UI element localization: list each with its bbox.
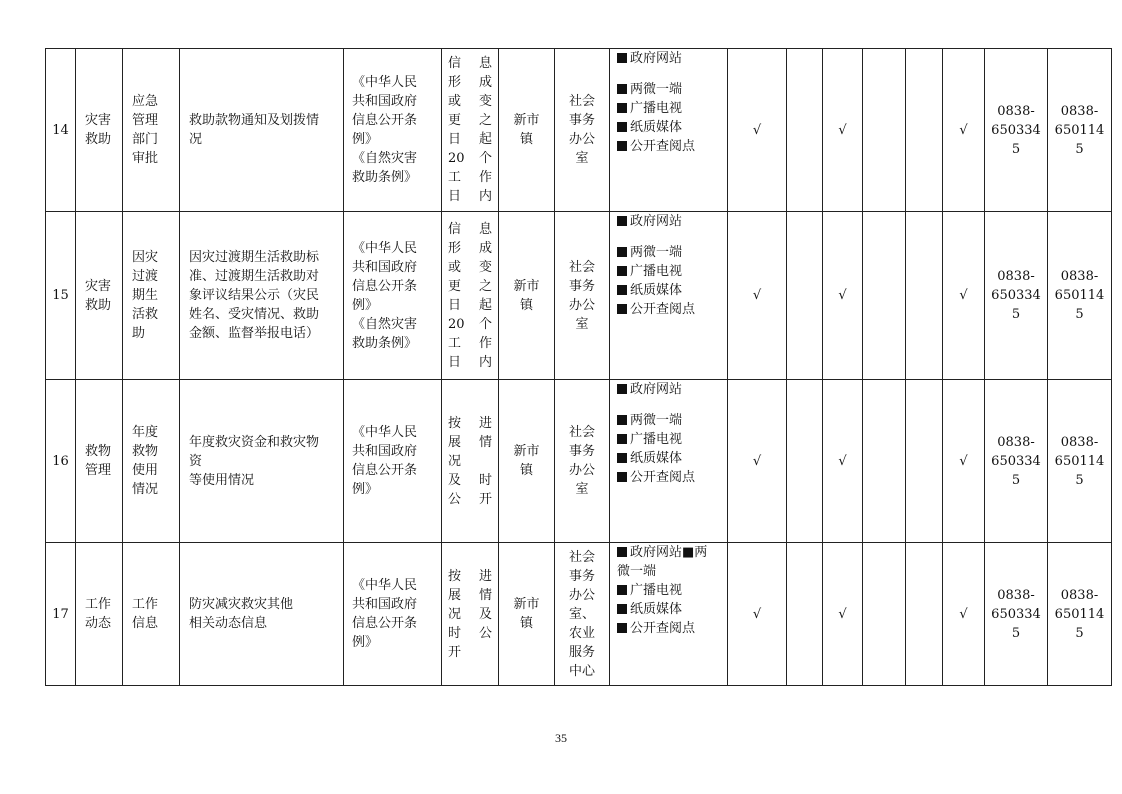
checkbox-filled-icon <box>617 122 627 132</box>
dept-cell-line: 社会 <box>568 425 595 440</box>
phone-cell-line: 0838- <box>997 103 1035 119</box>
table-row <box>46 380 1112 543</box>
basis-cell-line: 例》 <box>352 482 379 497</box>
channel-item <box>617 380 727 399</box>
check-cell <box>863 380 906 543</box>
content-cell-line: 象评议结果公示（灾民 <box>189 288 320 303</box>
check-cell <box>863 49 906 212</box>
time-limit-cell-line: 或 变 <box>448 94 492 109</box>
subcategory-cell-line: 助 <box>132 326 146 341</box>
row-number: 17 <box>46 543 76 686</box>
channel-item <box>617 430 727 449</box>
time-limit-cell-line: 及时 <box>448 472 492 488</box>
subcategory-cell-line: 应急 <box>132 94 159 109</box>
dept-cell <box>555 49 610 212</box>
time-limit-cell-line: 工 作 <box>448 335 492 351</box>
basis-cell-line: 信息公开条 <box>352 616 418 631</box>
dept-cell-line: 中心 <box>568 663 595 679</box>
dept-cell-line: 办公 <box>568 463 595 478</box>
check-cell <box>906 380 943 543</box>
subcategory-cell-line: 年度 <box>132 425 159 440</box>
channel-item <box>617 49 727 68</box>
subcategory-cell-line: 使用 <box>132 463 159 478</box>
channels-cell <box>610 380 728 543</box>
dept-cell-line: 社会 <box>568 549 595 565</box>
category-cell <box>76 49 123 212</box>
subject-cell <box>499 49 555 212</box>
phone-cell-line: 5 <box>1075 141 1084 157</box>
channel-label: 政府网站 <box>630 382 683 397</box>
subcategory-cell-line: 管理 <box>132 113 159 128</box>
check-cell <box>906 49 943 212</box>
category-cell <box>76 212 123 380</box>
basis-cell-line: 例》 <box>352 297 379 313</box>
phone-cell-line: 650334 <box>991 122 1041 138</box>
subject-cell-line: 镇 <box>519 132 533 147</box>
phone-cell <box>1048 380 1112 543</box>
channel-label: 公开查阅点 <box>630 139 696 154</box>
time-limit-cell-line: 工 作 <box>448 170 492 185</box>
category-cell-line: 灾害 <box>85 278 112 294</box>
check-cell: √ <box>943 49 985 212</box>
content-cell-line: 况 <box>189 132 203 147</box>
basis-cell-line: 《自然灾害 <box>352 316 418 332</box>
subcategory-cell-line: 期生 <box>132 288 159 303</box>
content-cell-line: 姓名、受灾情况、救助 <box>189 307 320 322</box>
channel-label: 公开查阅点 <box>630 302 696 317</box>
time-limit-cell <box>442 543 499 686</box>
table-row <box>46 543 1112 686</box>
subcategory-cell-line: 工作 <box>132 597 159 612</box>
check-cell <box>787 380 823 543</box>
dept-cell-line: 办公 <box>568 587 595 603</box>
phone-cell-line: 5 <box>1075 625 1084 641</box>
channels-cell <box>610 49 728 212</box>
checkbox-filled-icon <box>617 434 627 444</box>
phone-cell <box>1048 543 1112 686</box>
time-limit-cell-line: 形 成 <box>448 240 492 256</box>
channel-label: 公开查阅点 <box>630 621 696 636</box>
content-cell-line: 准、过渡期生活救助对 <box>189 269 320 284</box>
disclosure-table <box>45 48 1112 686</box>
phone-cell-line: 0838- <box>1060 587 1099 603</box>
channel-item <box>617 543 727 562</box>
subject-cell-line: 新市 <box>513 278 540 294</box>
phone-cell-line: 650334 <box>991 606 1041 622</box>
time-limit-cell-line: 日 起 <box>448 132 492 147</box>
channels-cell <box>610 212 728 380</box>
channel-item <box>617 281 727 300</box>
channel-item <box>617 562 727 581</box>
time-limit-cell <box>442 212 499 380</box>
phone-cell-line: 650334 <box>991 288 1041 303</box>
checkbox-filled-icon <box>617 547 627 557</box>
check-cell <box>787 49 823 212</box>
channel-label: 政府网站 <box>630 214 683 229</box>
time-limit-cell-line: 日内 <box>448 354 492 370</box>
category-cell-line: 管理 <box>85 463 112 478</box>
channel-label: 广播电视 <box>630 264 683 279</box>
check-cell: √ <box>728 380 787 543</box>
category-cell-line: 救物 <box>85 444 112 459</box>
channel-label: 微一端 <box>617 564 657 579</box>
row-number: 14 <box>46 49 76 212</box>
basis-cell-line: 救助条例》 <box>352 170 418 185</box>
time-limit-cell-line: 日内 <box>448 189 492 204</box>
phone-cell-line: 650114 <box>1054 606 1105 622</box>
phone-cell <box>985 380 1048 543</box>
check-cell <box>787 543 823 686</box>
content-cell <box>180 380 344 543</box>
category-cell-line: 动态 <box>85 616 112 631</box>
subcategory-cell-line: 过渡 <box>132 269 159 284</box>
channel-item <box>617 80 727 99</box>
basis-cell-line: 信息公开条 <box>352 463 418 478</box>
subcategory-cell <box>123 49 180 212</box>
check-cell <box>863 543 906 686</box>
checkbox-filled-icon <box>617 585 627 595</box>
checkbox-filled-icon <box>617 247 627 257</box>
check-cell <box>787 212 823 380</box>
content-cell-line: 相关动态信息 <box>189 616 268 631</box>
basis-cell-line: 共和国政府 <box>352 259 418 275</box>
checkbox-filled-icon <box>617 453 627 463</box>
category-cell <box>76 543 123 686</box>
phone-cell-line: 5 <box>1011 625 1021 641</box>
phone-cell-line: 5 <box>1011 307 1021 322</box>
time-limit-cell-line: 20 个 <box>448 316 492 332</box>
channels-cell <box>610 543 728 686</box>
phone-cell <box>985 212 1048 380</box>
phone-cell <box>1048 49 1112 212</box>
channel-item <box>617 619 727 638</box>
channel-label: 政府网站 <box>630 51 683 66</box>
time-limit-cell-line: 况 <box>448 453 462 469</box>
checkbox-filled-icon <box>617 604 627 614</box>
channel-item <box>617 262 727 281</box>
check-cell: √ <box>823 543 863 686</box>
checkbox-filled-icon <box>617 384 627 394</box>
channel-label: 纸质媒体 <box>630 602 683 617</box>
subcategory-cell <box>123 543 180 686</box>
check-cell: √ <box>728 49 787 212</box>
time-limit-cell-line: 信 息 <box>448 221 492 237</box>
basis-cell <box>344 49 442 212</box>
time-limit-cell-line: 20 个 <box>448 151 492 166</box>
checkbox-filled-icon <box>617 103 627 113</box>
basis-cell-line: 例》 <box>352 635 379 650</box>
channel-label: 两微一端 <box>630 245 683 260</box>
basis-cell-line: 共和国政府 <box>352 94 418 109</box>
phone-cell-line: 0838- <box>1060 103 1099 119</box>
phone-cell-line: 650114 <box>1054 288 1105 303</box>
category-cell-line: 救助 <box>85 297 112 313</box>
channel-label: 两微一端 <box>630 413 683 428</box>
channel-label: 政府网站■两 <box>630 545 708 560</box>
content-cell <box>180 212 344 380</box>
subject-cell-line: 镇 <box>519 616 533 631</box>
channel-item <box>617 99 727 118</box>
phone-cell-line: 0838- <box>1060 434 1099 450</box>
check-cell: √ <box>943 543 985 686</box>
channel-label: 纸质媒体 <box>630 120 683 135</box>
phone-cell-line: 650114 <box>1054 453 1105 469</box>
time-limit-cell-line: 日 起 <box>448 297 492 313</box>
channel-label: 广播电视 <box>630 432 683 447</box>
checkbox-filled-icon <box>617 216 627 226</box>
dept-cell-line: 服务 <box>568 644 595 660</box>
basis-cell-line: 《中华人民 <box>352 425 418 440</box>
channel-item <box>617 581 727 600</box>
check-cell: √ <box>823 380 863 543</box>
check-cell: √ <box>823 49 863 212</box>
phone-cell-line: 650114 <box>1054 122 1105 138</box>
channel-label: 纸质媒体 <box>630 283 683 298</box>
phone-cell-line: 0838- <box>997 434 1035 450</box>
time-limit-cell-line: 信 息 <box>448 56 492 71</box>
content-cell <box>180 49 344 212</box>
subcategory-cell-line: 情况 <box>132 482 159 497</box>
basis-cell-line: 《中华人民 <box>352 75 418 90</box>
checkbox-filled-icon <box>617 415 627 425</box>
basis-cell-line: 共和国政府 <box>352 444 418 459</box>
basis-cell <box>344 212 442 380</box>
dept-cell-line: 事务 <box>568 568 595 584</box>
channel-item <box>617 600 727 619</box>
basis-cell-line: 《自然灾害 <box>352 151 418 166</box>
basis-cell-line: 《中华人民 <box>352 578 418 593</box>
phone-cell-line: 5 <box>1075 472 1084 488</box>
subcategory-cell <box>123 380 180 543</box>
time-limit-cell-line: 或 变 <box>448 259 492 275</box>
content-cell-line: 年度救灾资金和救灾物 <box>189 434 320 450</box>
channel-label: 广播电视 <box>630 101 683 116</box>
check-cell: √ <box>728 212 787 380</box>
time-limit-cell-line: 更 之 <box>448 113 492 128</box>
time-limit-cell-line: 况及 <box>448 606 492 622</box>
category-cell-line: 救助 <box>85 132 112 147</box>
check-cell <box>863 212 906 380</box>
checkbox-filled-icon <box>617 266 627 276</box>
dept-cell-line: 农业 <box>568 625 595 641</box>
channel-item <box>617 118 727 137</box>
channel-item <box>617 137 727 156</box>
subcategory-cell <box>123 212 180 380</box>
dept-cell <box>555 543 610 686</box>
phone-cell-line: 0838- <box>1060 269 1099 284</box>
subcategory-cell-line: 部门 <box>132 132 159 147</box>
time-limit-cell <box>442 380 499 543</box>
dept-cell-line: 社会 <box>568 94 595 109</box>
subject-cell-line: 新市 <box>513 444 540 459</box>
time-limit-cell-line: 更 之 <box>448 278 492 294</box>
dept-cell-line: 社会 <box>568 259 595 275</box>
dept-cell-line: 事务 <box>568 278 595 294</box>
basis-cell-line: 信息公开条 <box>352 278 418 294</box>
row-number: 16 <box>46 380 76 543</box>
time-limit-cell-line: 时公 <box>448 625 492 641</box>
time-limit-cell-line: 形 成 <box>448 75 492 90</box>
subject-cell <box>499 380 555 543</box>
subcategory-cell-line: 活救 <box>132 307 159 322</box>
basis-cell-line: 信息公开条 <box>352 113 418 128</box>
subject-cell <box>499 543 555 686</box>
checkbox-filled-icon <box>617 285 627 295</box>
time-limit-cell-line: 开 <box>448 644 462 660</box>
subcategory-cell-line: 审批 <box>132 151 159 166</box>
basis-cell-line: 《中华人民 <box>352 240 418 256</box>
subject-cell-line: 镇 <box>519 463 533 478</box>
channel-item <box>617 468 727 487</box>
phone-cell <box>985 49 1048 212</box>
page-number: 35 <box>555 731 567 745</box>
category-cell <box>76 380 123 543</box>
check-cell: √ <box>943 380 985 543</box>
channel-item <box>617 411 727 430</box>
category-cell-line: 灾害 <box>85 113 112 128</box>
check-cell <box>906 543 943 686</box>
channel-item <box>617 300 727 319</box>
row-number: 15 <box>46 212 76 380</box>
subcategory-cell-line: 救物 <box>132 444 159 459</box>
phone-cell-line: 5 <box>1011 141 1021 157</box>
time-limit-cell-line: 展情 <box>448 434 492 450</box>
content-cell-line: 金额、监督举报电话） <box>189 326 320 341</box>
basis-cell <box>344 543 442 686</box>
subject-cell <box>499 212 555 380</box>
subcategory-cell-line: 信息 <box>132 616 159 631</box>
basis-cell-line: 救助条例》 <box>352 335 418 351</box>
subject-cell-line: 新市 <box>513 113 540 128</box>
content-cell <box>180 543 344 686</box>
checkbox-filled-icon <box>617 141 627 151</box>
time-limit-cell-line: 展情 <box>448 587 492 603</box>
phone-cell <box>1048 212 1112 380</box>
table-row <box>46 212 1112 380</box>
dept-cell-line: 室、 <box>568 606 595 622</box>
dept-cell-line: 室 <box>575 151 589 166</box>
time-limit-cell-line: 按进 <box>448 415 492 431</box>
checkbox-filled-icon <box>617 304 627 314</box>
channel-label: 两微一端 <box>630 82 683 97</box>
dept-cell-line: 室 <box>575 482 589 497</box>
category-cell-line: 工作 <box>85 597 112 612</box>
phone-cell <box>985 543 1048 686</box>
channel-label: 公开查阅点 <box>630 470 696 485</box>
check-cell: √ <box>728 543 787 686</box>
channel-item <box>617 212 727 231</box>
phone-cell-line: 5 <box>1075 307 1084 322</box>
checkbox-filled-icon <box>617 53 627 63</box>
dept-cell <box>555 380 610 543</box>
phone-cell-line: 650334 <box>991 453 1041 469</box>
subject-cell-line: 镇 <box>519 297 533 313</box>
check-cell: √ <box>943 212 985 380</box>
dept-cell-line: 事务 <box>568 444 595 459</box>
checkbox-filled-icon <box>617 472 627 482</box>
subcategory-cell-line: 因灾 <box>132 250 159 265</box>
check-cell: √ <box>823 212 863 380</box>
basis-cell <box>344 380 442 543</box>
channel-label: 纸质媒体 <box>630 451 683 466</box>
channel-item <box>617 243 727 262</box>
content-cell-line: 救助款物通知及划拨情 <box>189 113 320 128</box>
basis-cell-line: 例》 <box>352 132 379 147</box>
phone-cell-line: 0838- <box>997 269 1035 284</box>
channel-label: 广播电视 <box>630 583 683 598</box>
table-row <box>46 49 1112 212</box>
basis-cell-line: 共和国政府 <box>352 597 418 612</box>
subject-cell-line: 新市 <box>513 597 540 612</box>
content-cell-line: 资 <box>189 453 203 469</box>
phone-cell-line: 5 <box>1011 472 1021 488</box>
time-limit-cell <box>442 49 499 212</box>
dept-cell-line: 事务 <box>568 113 595 128</box>
content-cell-line: 防灾减灾救灾其他 <box>189 597 294 612</box>
dept-cell-line: 办公 <box>568 297 595 313</box>
checkbox-filled-icon <box>617 623 627 633</box>
dept-cell <box>555 212 610 380</box>
content-cell-line: 等使用情况 <box>189 472 255 488</box>
checkbox-filled-icon <box>617 84 627 94</box>
phone-cell-line: 0838- <box>997 587 1035 603</box>
dept-cell-line: 室 <box>575 316 589 332</box>
content-cell-line: 因灾过渡期生活救助标 <box>189 250 320 265</box>
check-cell <box>906 212 943 380</box>
channel-item <box>617 449 727 468</box>
time-limit-cell-line: 公开 <box>448 491 492 507</box>
time-limit-cell-line: 按进 <box>448 568 492 584</box>
dept-cell-line: 办公 <box>568 132 595 147</box>
